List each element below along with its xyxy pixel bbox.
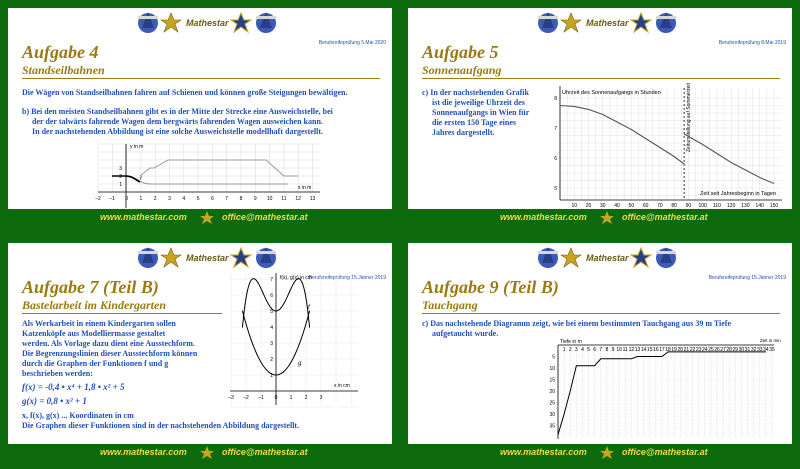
star-logo-left xyxy=(161,13,181,32)
x-tick-label: 29 xyxy=(732,347,739,353)
x-tick-label: 13 xyxy=(634,347,641,353)
divider xyxy=(422,78,780,79)
x-tick-label: 150 xyxy=(769,203,779,209)
task-line-3: Sonnenaufgangs in Wien für xyxy=(432,108,530,117)
x-tick-label: 30 xyxy=(738,347,745,353)
divider xyxy=(22,78,380,79)
x-tick-label: –1 xyxy=(109,196,116,202)
data-point xyxy=(560,105,561,106)
x-tick-label: 11 xyxy=(622,347,628,353)
curve-label-f: f xyxy=(140,176,142,182)
data-point xyxy=(717,153,718,154)
x-tick-label: 140 xyxy=(755,203,764,209)
footer-star-icon xyxy=(600,211,614,224)
x-tick-label: 26 xyxy=(714,347,720,353)
brand-name: Mathestar xyxy=(186,18,229,28)
footer-star-icon xyxy=(600,446,614,459)
data-point xyxy=(731,162,732,163)
slide-subtitle: Tauchgang xyxy=(422,298,478,312)
x-tick-label: 0 xyxy=(274,395,278,401)
footer xyxy=(408,444,792,461)
x-tick-label: 20 xyxy=(677,347,684,353)
y-tick-label: 7 xyxy=(270,277,273,283)
wizard-logo-left xyxy=(138,12,158,33)
task-line-5: durch die Graphen der Funktionen f und g xyxy=(22,359,169,368)
x-tick-label: –3 xyxy=(228,395,234,401)
grid xyxy=(98,144,320,192)
x-tick-label: 1 xyxy=(289,395,293,401)
x-tick-label: 10 xyxy=(266,196,273,202)
y-tick-label: 5 xyxy=(552,354,555,361)
dst-marker-label: Zeitumstellung auf Sommerzeit xyxy=(686,83,693,152)
slide-subtitle: Standseilbahnen xyxy=(22,63,105,77)
y-tick-label: 30 xyxy=(549,412,555,418)
x-tick-label: 10 xyxy=(616,347,622,353)
task-line-3: In der nachstehenden Abbildung ist eine solche Ausweichstelle modellhaft dargestellt. xyxy=(32,127,323,136)
x-tick-label: 7 xyxy=(599,347,603,353)
x-tick-label: 100 xyxy=(698,203,707,209)
wizard-logo-right xyxy=(256,12,276,33)
data-point xyxy=(684,134,685,135)
x-tick-label: 4 xyxy=(182,196,186,202)
x-tick-label: 17 xyxy=(659,347,665,353)
slide-aufgabe-7 xyxy=(8,243,392,461)
y-tick-label: 6 xyxy=(554,156,557,162)
slide-aufgabe-9 xyxy=(408,243,792,461)
footer-star-icon xyxy=(200,211,214,224)
divider xyxy=(422,313,780,314)
x-tick-label: 13 xyxy=(309,196,316,202)
x-tick-label: 16 xyxy=(653,347,659,353)
x-tick-label: 3 xyxy=(319,395,323,401)
y-axis-label: Uhrzeit des Sonnenaufgangs in Stunden xyxy=(562,90,661,96)
task-line-2: der der talwärts fahrende Wagen dem bergwärts fahrenden Wagen ausweichen kann. xyxy=(32,117,323,126)
data-point xyxy=(645,138,646,139)
slide-title: Aufgabe 5 xyxy=(422,42,499,62)
x-tick-label: 8 xyxy=(239,196,243,202)
sunrise-series-2 xyxy=(684,134,774,184)
wizard-logo-right xyxy=(656,12,676,33)
star-logo-right xyxy=(631,13,651,32)
katzenkopf-graph xyxy=(222,269,362,409)
x-tick-label: 21 xyxy=(683,347,690,353)
x-tick-label: 27 xyxy=(720,347,726,353)
footer-email[interactable]: office@mathestar.at xyxy=(222,212,308,222)
x-tick-label: 50 xyxy=(628,203,635,209)
exam-date: Berufsreifeprüfung 8.Mai 2019 xyxy=(718,40,786,46)
x-tick-label: 120 xyxy=(727,203,736,209)
slide-subtitle: Sonnenaufgang xyxy=(422,63,502,77)
data-point xyxy=(774,183,775,184)
exam-date: Berufsreifeprüfung 15.Jänner 2019 xyxy=(708,275,786,281)
x-tick-label: 12 xyxy=(295,196,301,202)
footer-email[interactable]: office@mathestar.at xyxy=(222,447,308,457)
x-tick-label: 4 xyxy=(581,347,584,353)
task-line-1: c) Das nachstehende Diagramm zeigt, wie bei einem bestimmten Tauchgang aus 39 m Tiefe xyxy=(422,319,732,328)
brand-name: Mathestar xyxy=(586,253,629,263)
star-logo-left xyxy=(561,13,581,32)
x-tick-label: 30 xyxy=(600,203,606,209)
x-tick-label: 3 xyxy=(168,196,171,202)
data-point xyxy=(631,129,632,130)
standseilbahn-diagram xyxy=(88,138,328,210)
task-line-1: Als Werkarbeit in einem Kindergarten sollen xyxy=(22,319,176,328)
x-tick-label: 25 xyxy=(708,347,714,353)
y-tick-label: 8 xyxy=(554,96,557,102)
x-tick-label: 2 xyxy=(153,196,157,202)
x-axis-label: Zeit in min xyxy=(760,339,781,343)
y-tick-label: 2 xyxy=(119,174,122,180)
x-tick-label: 130 xyxy=(741,203,750,209)
wizard-logo-left xyxy=(538,12,558,33)
exam-date: Berufsreifeprüfung 15.Jänner 2019 xyxy=(308,275,386,281)
y-tick-label: 3 xyxy=(270,341,273,347)
x-tick-label: 2 xyxy=(568,347,572,353)
x-tick-label: 14 xyxy=(640,347,647,353)
wizard-logo-left xyxy=(138,247,158,268)
x-tick-label: 60 xyxy=(642,203,649,209)
slide-aufgabe-4 xyxy=(8,8,392,226)
footer xyxy=(408,209,792,226)
slide-title: Aufgabe 4 xyxy=(22,42,99,62)
x-tick-label: 110 xyxy=(712,203,721,209)
x-tick-label: –1 xyxy=(258,395,264,401)
x-tick-label: –2 xyxy=(95,196,101,202)
star-logo-left xyxy=(561,248,581,267)
brand-name: Mathestar xyxy=(586,18,629,28)
x-tick-label: 9 xyxy=(253,196,257,202)
data-point xyxy=(574,106,575,107)
x-tick-label: 90 xyxy=(685,203,692,209)
data-point xyxy=(660,147,661,148)
x-axis-label: x in cm xyxy=(334,383,350,389)
star-logo-right xyxy=(231,13,251,32)
intro-text: Die Wägen von Standseilbahnen fahren auf Schienen und können große Steigungen bewältigen. xyxy=(22,88,348,97)
data-point xyxy=(759,177,760,178)
y-tick-label: 35 xyxy=(549,423,555,430)
x-tick-label: 3 xyxy=(574,347,578,353)
y-axis-label: Tiefe in m xyxy=(560,339,582,345)
x-tick-label: 12 xyxy=(628,347,635,353)
star-logo-right xyxy=(231,248,251,267)
sunrise-series-1 xyxy=(560,106,684,165)
x-tick-label: 28 xyxy=(726,347,732,353)
footer-website[interactable]: www.mathestar.com xyxy=(100,212,187,222)
data-point xyxy=(745,170,746,171)
x-tick-label: 20 xyxy=(585,203,592,209)
x-tick-label: 6 xyxy=(211,196,214,202)
y-tick-label: 3 xyxy=(119,166,122,172)
y-tick-label: 1 xyxy=(119,182,122,188)
slide-subtitle: Bastelarbeit im Kindergarten xyxy=(22,298,167,312)
x-tick-label: 33 xyxy=(756,347,763,353)
y-tick-label: 10 xyxy=(549,366,555,372)
x-tick-label: 11 xyxy=(281,196,287,202)
y-tick-label: 5 xyxy=(270,309,273,315)
formula-g: g(x) = 0,8 • x² + 1 xyxy=(22,396,87,406)
footer-website[interactable]: www.mathestar.com xyxy=(100,447,187,457)
divider xyxy=(22,313,222,314)
x-tick-label: 24 xyxy=(701,347,708,353)
slide-title: Aufgabe 7 (Teil B) xyxy=(22,277,159,297)
y-tick-label: 7 xyxy=(554,126,557,132)
x-tick-label: 19 xyxy=(671,347,677,353)
task-line-4: die ersten 150 Tage eines xyxy=(432,118,516,127)
footer xyxy=(8,209,392,226)
exam-date: Berufsreifeprüfung 5.Mai 2020 xyxy=(318,40,386,46)
data-point xyxy=(617,122,618,123)
task-line-1: b) Bei den meisten Standseilbahnen gibt es in der Mitte der Strecke eine Ausweichstelle, bei xyxy=(22,107,333,116)
x-tick-label: 1 xyxy=(139,196,143,202)
task-line-3: werden. Als Vorlage dazu dient eine Ausstechform. xyxy=(22,339,195,348)
data-point xyxy=(603,114,604,115)
tauchgang-chart xyxy=(538,339,788,443)
task-line-6: beschrieben werden: xyxy=(22,369,93,378)
y-tick-label: 25 xyxy=(549,400,555,407)
y-axis-label: f(x), g(x) in cm xyxy=(280,275,312,281)
x-axis-label: Zeit seit Jahresbeginn in Tagen xyxy=(700,191,777,197)
data-point xyxy=(684,164,685,165)
x-tick-label: 8 xyxy=(605,347,609,353)
sunrise-chart xyxy=(550,82,788,210)
footer-star-icon xyxy=(200,446,214,459)
task-line-1: c) In der nachstehenden Grafik xyxy=(422,88,529,97)
star-logo-right xyxy=(631,248,651,267)
x-tick-label: –2 xyxy=(243,395,249,401)
lower-track xyxy=(126,176,288,184)
y-tick-label: 4 xyxy=(270,325,273,331)
wizard-logo-left xyxy=(538,247,558,268)
x-axis-label: x in m xyxy=(298,185,312,191)
data-point xyxy=(702,144,703,145)
x-tick-label: 22 xyxy=(689,347,696,353)
task-line-7: x, f(x), g(x) ... Koordinaten in cm xyxy=(22,411,134,420)
task-line-2: aufgetaucht wurde. xyxy=(432,329,499,338)
x-tick-label: 10 xyxy=(571,203,578,209)
footer-website[interactable]: www.mathestar.com xyxy=(500,447,587,457)
x-tick-label: 15 xyxy=(646,347,653,353)
slide-aufgabe-5 xyxy=(408,8,792,226)
footer xyxy=(8,444,392,461)
x-tick-label: 0 xyxy=(125,196,128,202)
task-line-4: Die Begrenzungslinien dieser Ausstechform können xyxy=(22,349,198,358)
footer-email[interactable]: office@mathestar.at xyxy=(622,447,708,457)
wizard-logo-right xyxy=(656,247,676,268)
y-tick-label: 15 xyxy=(549,377,555,384)
y-tick-label: 6 xyxy=(270,293,273,299)
task-line-2: ist die jeweilige Uhrzeit des xyxy=(432,98,525,107)
x-tick-label: 32 xyxy=(750,347,757,353)
x-tick-label: 5 xyxy=(196,196,200,202)
y-axis-label: y in m xyxy=(130,144,144,150)
star-logo-left xyxy=(161,248,181,267)
y-tick-label: 5 xyxy=(554,186,557,192)
x-tick-label: 23 xyxy=(695,347,702,353)
y-tick-label: 2 xyxy=(270,357,273,363)
x-tick-label: 2 xyxy=(304,395,308,401)
data-point xyxy=(674,156,675,157)
task-line-2: Katzenköpfe aus Modelliermasse gestaltet xyxy=(22,329,166,338)
y-tick-label: 1 xyxy=(270,373,273,379)
x-tick-label: 34 xyxy=(763,347,769,353)
x-tick-label: 6 xyxy=(593,347,597,353)
graph-label-f: f xyxy=(308,305,310,311)
x-tick-label: 7 xyxy=(225,196,229,202)
wizard-logo-right xyxy=(256,247,276,268)
graph-label-g: g xyxy=(298,361,302,367)
x-tick-label: 70 xyxy=(657,203,663,209)
x-tick-label: 5 xyxy=(587,347,590,353)
x-tick-label: 35 xyxy=(769,347,775,353)
task-line-5: Jahres dargestellt. xyxy=(432,128,495,137)
footer-website[interactable]: www.mathestar.com xyxy=(500,212,587,222)
x-tick-label: 80 xyxy=(671,203,677,209)
task-line-8: Die Graphen dieser Funktionen sind in der nachstehenden Abbildung dargestellt. xyxy=(22,421,300,430)
x-tick-label: 40 xyxy=(614,203,620,209)
x-tick-label: 9 xyxy=(611,347,615,353)
formula-f: f(x) = -0,4 • x⁴ + 1,8 • x² + 5 xyxy=(22,382,125,392)
brand-name: Mathestar xyxy=(186,253,229,263)
x-tick-label: 18 xyxy=(665,347,671,353)
data-point xyxy=(588,109,589,110)
footer-email[interactable]: office@mathestar.at xyxy=(622,212,708,222)
slide-title: Aufgabe 9 (Teil B) xyxy=(422,277,559,297)
y-tick-label: 20 xyxy=(549,389,555,395)
x-tick-label: 31 xyxy=(744,347,751,353)
x-tick-label: 1 xyxy=(562,347,566,353)
